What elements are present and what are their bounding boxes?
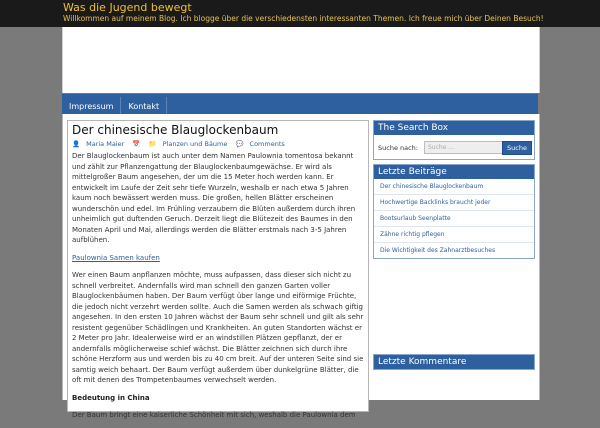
- folder-icon: 📁: [148, 140, 157, 148]
- search-widget: [373, 120, 535, 160]
- nav-item-kontakt[interactable]: Kontakt: [121, 97, 167, 117]
- search-button[interactable]: Suche: [502, 141, 532, 155]
- post-meta: [72, 140, 291, 148]
- search-label: Suche nach:: [378, 144, 418, 152]
- post-author[interactable]: Maria Maier: [86, 140, 125, 148]
- comments-widget-title: Letzte Kommentare: [374, 355, 534, 369]
- recent-posts-widget: [373, 164, 535, 259]
- recent-posts-title: Letzte Beiträge: [374, 165, 534, 179]
- site-header: [0, 0, 600, 27]
- site-title[interactable]: Was die Jugend bewegt: [63, 1, 192, 14]
- recent-post-link[interactable]: Bootsurlaub Seenplatte: [374, 210, 534, 226]
- search-widget-title: The Search Box: [374, 121, 534, 135]
- recent-post-link[interactable]: Zähne richtig pflegen: [374, 226, 534, 242]
- post-paragraph: Der Baum bringt eine kaiserliche Schönheit mit sich, weshalb die Paulownia dem: [72, 411, 356, 419]
- content-area: [62, 114, 540, 419]
- comments-widget: [373, 354, 535, 370]
- post-subheading: Bedeutung in China: [72, 393, 150, 402]
- post-category[interactable]: Planzen und Bäume: [162, 140, 228, 148]
- main-nav: [62, 94, 538, 114]
- blog-post: [67, 120, 369, 419]
- recent-post-link[interactable]: Hochwertige Backlinks braucht jeder: [374, 194, 534, 210]
- post-paragraph: Wer einen Baum anpflanzen möchte, muss aufpassen, dass dieser sich nicht zu schnell verbreitet. Andernfalls wird man schnell den ganzen Garten voller Blauglockenbäumen haben. Der Baum verfügt über lange und eiförmige Früchte, die jedoch nicht verzehrt werden sollte. Auch die Samen werden als schwach giftig angesehen. In den ersten 10 Jahren wächst der Baum sehr schnell und gilt als sehr resistent gegenüber Schädlingen und Krankheiten. An guten Standorten wächst er 2 Meter pro Jahr. Idealerweise wird er an windstillen Plätzen gepflanzt, der er andernfalls möglicherweise schief wächst. Die Blätter zeichnen sich durch ihre schöne Herzform aus und werden bis zu 40 cm breit. Auf der unteren Seite sind sie samtig weich behaart. Der Baum verfügt außerdem über dunkelgrüne Blätter, die oft mit denen des Trompetenbaumes verwechselt werden.: [72, 271, 364, 384]
- post-body: [72, 151, 364, 428]
- post-comments-link[interactable]: Comments: [249, 140, 285, 148]
- calendar-icon: 📅: [132, 140, 141, 148]
- comment-icon: 💬: [235, 140, 244, 148]
- search-input[interactable]: Suche ...: [424, 141, 503, 154]
- author-icon: 👤: [72, 140, 81, 148]
- header-banner: [62, 27, 540, 93]
- nav-item-impressum[interactable]: Impressum: [62, 97, 121, 117]
- paulownia-link[interactable]: Paulownia Samen kaufen: [72, 253, 160, 262]
- post-paragraph: Der Blauglockenbaum ist auch unter dem Namen Paulownia tomentosa bekannt und zählt zur Pflanzengattung der Blauglockenbaumgewächse. Er wird als mittelgroßer Baum angesehen, der um die 15 Meter hoch werden kann. Er entwickelt im Laufe der Zeit sehr tiefe Wurzeln, weshalb er nach etwa 5 Jahren kaum noch bewässert werden muss. Die großen, hellen Blätter erscheinen wunderschön und edel. Im Frühling verzaubern die Blüten außerdem durch ihren unheimlich gut duftenden Geruch. Derzeit liegt die Blütezeit des Baumes in den Monaten April und Mai, allerdings werden die Blätter erstmals nach 3-5 Jahren aufblühen.: [72, 152, 356, 244]
- recent-post-link[interactable]: Die Wichtigkeit des Zahnarztbesuches: [374, 242, 534, 258]
- site-tagline: Willkommen auf meinem Blog. Ich blogge über die verschiedensten interessanten Themen. Ich freue mich über Deinen Besuch!: [63, 14, 544, 23]
- recent-post-link[interactable]: Der chinesische Blauglockenbaum: [380, 183, 484, 190]
- post-title[interactable]: Der chinesische Blauglockenbaum: [72, 123, 279, 137]
